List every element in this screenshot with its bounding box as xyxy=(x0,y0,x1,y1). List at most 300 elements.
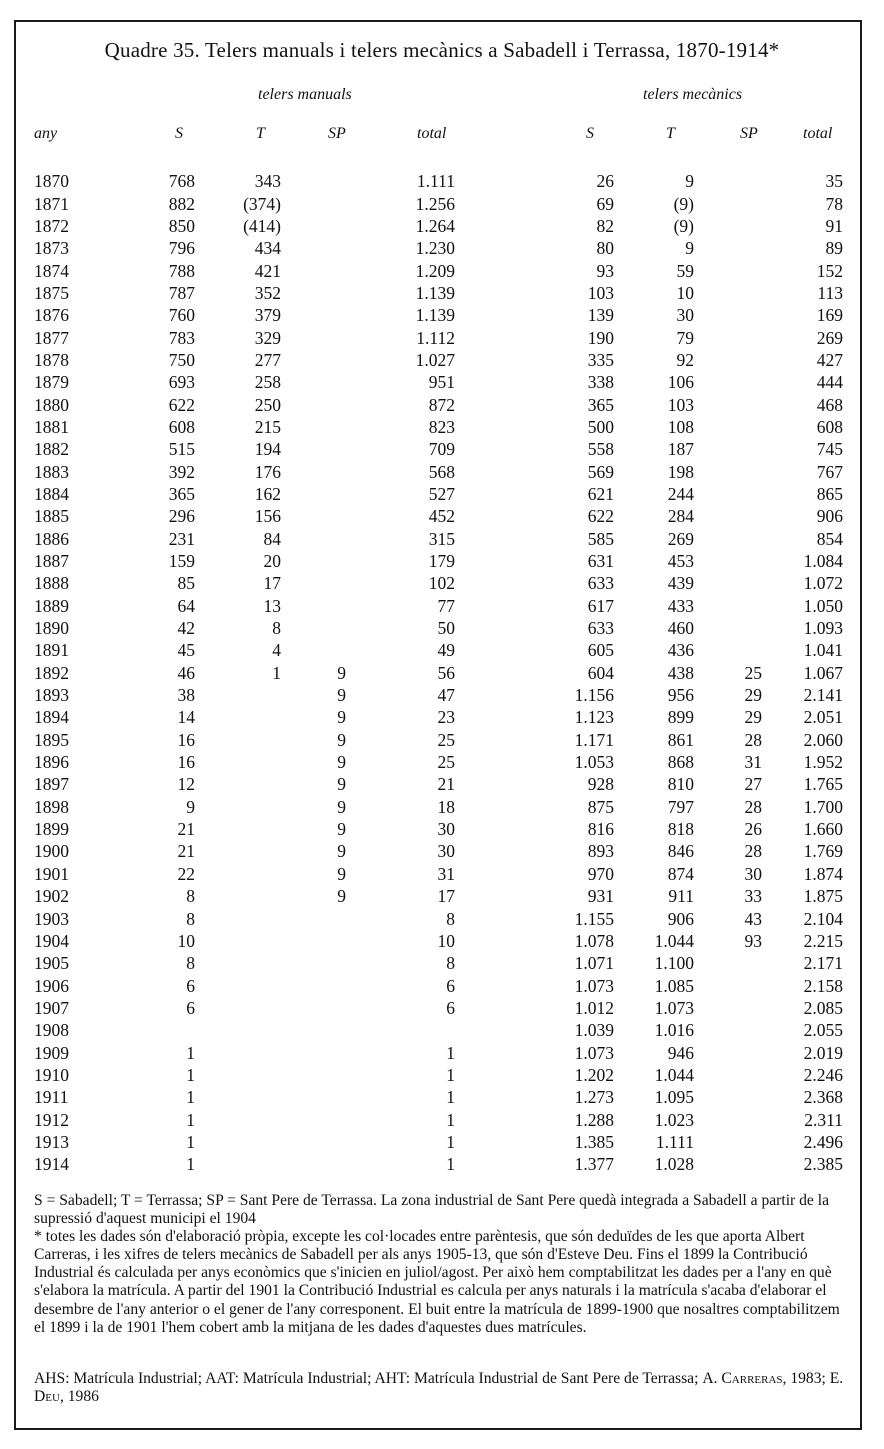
cell-sp-mech xyxy=(694,192,762,214)
col-header-t-manual: T xyxy=(256,125,265,142)
cell-any: 1897 xyxy=(34,774,69,795)
cell-s-mech: 26 xyxy=(596,171,614,192)
cell-sp-manual xyxy=(281,997,346,1019)
cell-t-mech: 460 xyxy=(667,618,694,639)
cell-sp-manual xyxy=(281,595,346,617)
cell-t-mech: 1.016 xyxy=(654,1020,694,1041)
col-header-s-manual: S xyxy=(175,125,183,142)
cell-s-manual: 760 xyxy=(168,305,195,326)
cell-sp-manual xyxy=(281,617,346,639)
cell-s-manual: 392 xyxy=(168,461,195,482)
table-row xyxy=(0,885,843,907)
cell-sp-manual xyxy=(281,528,346,550)
table-row xyxy=(0,416,843,438)
cell-t-mech: 436 xyxy=(667,640,694,661)
cell-sp-mech xyxy=(694,595,762,617)
table-row xyxy=(0,259,843,281)
cell-any: 1871 xyxy=(34,193,69,214)
cell-t-mech: 439 xyxy=(667,573,694,594)
cell-any: 1913 xyxy=(34,1131,69,1152)
cell-s-manual: 1 xyxy=(186,1087,195,1108)
col-header-any: any xyxy=(34,125,58,142)
cell-total-mech: 2.085 xyxy=(803,997,843,1018)
cell-s-manual: 8 xyxy=(186,886,195,907)
cell-sp-mech: 27 xyxy=(744,774,762,795)
table-row xyxy=(0,460,843,482)
cell-t-manual: 277 xyxy=(254,349,281,370)
cell-s-manual: 693 xyxy=(168,372,195,393)
cell-s-mech: 1.078 xyxy=(574,930,614,951)
cell-sp-mech xyxy=(694,1108,762,1130)
cell-sp-manual xyxy=(281,1131,346,1153)
cell-total-manual: 8 xyxy=(446,908,455,929)
cell-s-manual: 16 xyxy=(177,752,195,773)
table-row xyxy=(0,438,843,460)
cell-any: 1877 xyxy=(34,327,69,348)
cell-sp-mech xyxy=(694,1086,762,1108)
cell-sp-manual xyxy=(281,639,346,661)
table-row xyxy=(0,595,843,617)
cell-total-mech: 2.158 xyxy=(803,975,843,996)
cell-sp-mech: 30 xyxy=(744,863,762,884)
cell-t-manual: 215 xyxy=(254,416,281,437)
table-row xyxy=(0,1041,843,1063)
cell-sp-manual: 9 xyxy=(337,774,346,795)
cell-sp-manual: 9 xyxy=(337,752,346,773)
cell-total-mech: 767 xyxy=(816,461,843,482)
cell-any: 1911 xyxy=(34,1087,69,1108)
notes-block xyxy=(34,1192,854,1337)
cell-s-manual: 8 xyxy=(186,908,195,929)
table-row xyxy=(0,393,843,415)
cell-s-mech: 970 xyxy=(587,863,614,884)
table-row xyxy=(0,729,843,751)
cell-sp-mech xyxy=(694,304,762,326)
cell-total-mech: 91 xyxy=(825,215,843,236)
cell-s-manual: 768 xyxy=(168,171,195,192)
cell-t-mech: 818 xyxy=(667,819,694,840)
cell-s-mech: 633 xyxy=(587,573,614,594)
table-row xyxy=(0,170,843,192)
cell-total-manual: 1 xyxy=(446,1087,455,1108)
cell-sp-mech: 28 xyxy=(744,729,762,750)
col-header-s-mech: S xyxy=(586,125,594,142)
group-header-mechanical: telers mecànics xyxy=(643,86,743,103)
cell-s-mech: 621 xyxy=(587,483,614,504)
table-row xyxy=(0,326,843,348)
cell-t-mech: 106 xyxy=(667,372,694,393)
table-row xyxy=(0,639,843,661)
cell-total-mech: 2.051 xyxy=(803,707,843,728)
cell-total-mech: 468 xyxy=(816,394,843,415)
cell-total-mech: 2.215 xyxy=(803,930,843,951)
cell-t-mech: 946 xyxy=(667,1042,694,1063)
cell-sp-manual xyxy=(281,550,346,572)
cell-s-manual: 1 xyxy=(186,1064,195,1085)
cell-s-mech: 80 xyxy=(596,238,614,259)
cell-any: 1878 xyxy=(34,349,69,370)
cell-any: 1875 xyxy=(34,282,69,303)
cell-total-manual: 568 xyxy=(428,461,455,482)
cell-any: 1898 xyxy=(34,796,69,817)
table-row xyxy=(0,863,843,885)
cell-any: 1891 xyxy=(34,640,69,661)
cell-total-mech: 1.874 xyxy=(803,863,843,884)
cell-t-manual: 20 xyxy=(263,551,281,572)
cell-sp-mech xyxy=(694,952,762,974)
cell-s-mech: 93 xyxy=(596,260,614,281)
cell-s-manual: 796 xyxy=(168,238,195,259)
cell-t-mech: 9 xyxy=(685,171,694,192)
cell-total-mech: 113 xyxy=(817,282,843,303)
cell-total-manual: 315 xyxy=(428,528,455,549)
cell-s-mech: 604 xyxy=(587,662,614,683)
cell-s-mech: 1.156 xyxy=(574,685,614,706)
cell-sp-manual xyxy=(281,170,346,192)
cell-s-manual: 159 xyxy=(168,551,195,572)
cell-total-mech: 2.246 xyxy=(803,1064,843,1085)
cell-sp-manual xyxy=(281,1108,346,1130)
cell-total-manual: 1.209 xyxy=(415,260,455,281)
cell-t-manual: (414) xyxy=(243,215,281,236)
data-table xyxy=(0,170,843,1175)
cell-s-manual: 22 xyxy=(177,863,195,884)
cell-t-manual xyxy=(195,706,281,728)
cell-sp-manual xyxy=(281,393,346,415)
table-row xyxy=(0,617,843,639)
cell-total-mech: 1.067 xyxy=(803,662,843,683)
cell-total-mech: 2.311 xyxy=(804,1109,843,1130)
cell-s-mech: 365 xyxy=(587,394,614,415)
sources-year-deu: , 1986 xyxy=(59,1388,99,1406)
cell-s-mech: 1.385 xyxy=(574,1131,614,1152)
col-header-t-mech: T xyxy=(666,125,675,142)
table-title: Quadre 35. Telers manuals i telers mecànics a Sabadell i Terrassa, 1870-1914* xyxy=(104,38,780,62)
cell-s-mech: 1.273 xyxy=(574,1087,614,1108)
cell-total-manual: 452 xyxy=(428,506,455,527)
cell-t-mech: 1.085 xyxy=(654,975,694,996)
cell-t-manual: 352 xyxy=(254,282,281,303)
cell-t-mech: 1.044 xyxy=(654,1064,694,1085)
cell-total-manual: 1 xyxy=(446,1154,455,1175)
cell-s-mech: 1.012 xyxy=(574,997,614,1018)
table-row xyxy=(0,1064,843,1086)
cell-total-manual: 1.027 xyxy=(415,349,455,370)
cell-sp-mech xyxy=(694,974,762,996)
cell-sp-manual xyxy=(281,438,346,460)
cell-any: 1912 xyxy=(34,1109,69,1130)
cell-any: 1914 xyxy=(34,1154,69,1175)
cell-sp-manual xyxy=(281,259,346,281)
table-row xyxy=(0,528,843,550)
cell-any: 1900 xyxy=(34,841,69,862)
cell-t-mech: 59 xyxy=(676,260,694,281)
cell-s-mech: 931 xyxy=(587,886,614,907)
cell-s-manual: 850 xyxy=(168,215,195,236)
cell-t-manual xyxy=(195,863,281,885)
cell-t-manual xyxy=(195,974,281,996)
cell-t-manual: 176 xyxy=(254,461,281,482)
table-row xyxy=(0,997,843,1019)
table-row xyxy=(0,215,843,237)
cell-total-mech: 1.041 xyxy=(803,640,843,661)
cell-sp-manual xyxy=(281,505,346,527)
cell-total-mech: 427 xyxy=(816,349,843,370)
cell-total-mech: 865 xyxy=(816,483,843,504)
cell-total-manual: 1 xyxy=(446,1042,455,1063)
group-header-manual: telers manuals xyxy=(258,86,352,103)
table-row xyxy=(0,662,843,684)
cell-total-manual: 951 xyxy=(428,372,455,393)
cell-t-mech: 9 xyxy=(685,238,694,259)
cell-total-mech: 1.700 xyxy=(803,796,843,817)
cell-t-mech: 187 xyxy=(667,439,694,460)
cell-total-mech: 2.385 xyxy=(803,1154,843,1175)
cell-t-mech: 284 xyxy=(667,506,694,527)
cell-sp-mech xyxy=(694,237,762,259)
cell-sp-manual: 9 xyxy=(337,707,346,728)
cell-sp-manual: 9 xyxy=(337,685,346,706)
cell-any: 1882 xyxy=(34,439,69,460)
cell-total-mech: 1.769 xyxy=(803,841,843,862)
cell-sp-mech xyxy=(694,259,762,281)
cell-any: 1908 xyxy=(34,1020,69,1041)
table-row xyxy=(0,818,843,840)
cell-t-mech: 198 xyxy=(667,461,694,482)
cell-sp-manual xyxy=(281,237,346,259)
cell-total-manual: 49 xyxy=(437,640,455,661)
cell-t-manual: 84 xyxy=(263,528,281,549)
sources-year-carreras: , 1983; xyxy=(782,1370,830,1387)
table-row xyxy=(0,1019,843,1041)
cell-sp-mech: 29 xyxy=(744,707,762,728)
table-row xyxy=(0,371,843,393)
cell-total-mech: 78 xyxy=(825,193,843,214)
cell-s-mech: 569 xyxy=(587,461,614,482)
cell-total-mech: 2.060 xyxy=(803,729,843,750)
table-row xyxy=(0,840,843,862)
cell-s-mech: 139 xyxy=(587,305,614,326)
cell-sp-manual: 9 xyxy=(337,886,346,907)
cell-t-mech: 453 xyxy=(667,551,694,572)
cell-any: 1889 xyxy=(34,595,69,616)
cell-total-manual: 50 xyxy=(437,618,455,639)
cell-s-mech: 585 xyxy=(587,528,614,549)
cell-s-manual: 231 xyxy=(168,528,195,549)
cell-t-manual xyxy=(195,729,281,751)
cell-t-manual xyxy=(195,1064,281,1086)
cell-total-manual: 23 xyxy=(437,707,455,728)
cell-s-mech: 622 xyxy=(587,506,614,527)
cell-s-mech: 1.377 xyxy=(574,1154,614,1175)
cell-t-mech: 79 xyxy=(676,327,694,348)
cell-t-mech: 438 xyxy=(667,662,694,683)
cell-any: 1892 xyxy=(34,662,69,683)
cell-total-mech: 89 xyxy=(825,238,843,259)
cell-s-manual: 16 xyxy=(177,729,195,750)
cell-total-manual: 1.256 xyxy=(415,193,455,214)
cell-s-manual: 10 xyxy=(177,930,195,951)
cell-total-manual: 8 xyxy=(446,953,455,974)
table-row xyxy=(0,684,843,706)
cell-any: 1890 xyxy=(34,618,69,639)
cell-s-mech: 875 xyxy=(587,796,614,817)
cell-t-manual xyxy=(195,751,281,773)
cell-sp-mech xyxy=(694,349,762,371)
cell-t-mech: 1.044 xyxy=(654,930,694,951)
cell-any: 1895 xyxy=(34,729,69,750)
cell-s-manual: 6 xyxy=(186,975,195,996)
cell-total-mech: 1.050 xyxy=(803,595,843,616)
cell-total-mech: 269 xyxy=(816,327,843,348)
cell-any: 1886 xyxy=(34,528,69,549)
cell-sp-mech xyxy=(694,483,762,505)
cell-total-mech: 2.171 xyxy=(803,953,843,974)
cell-total-mech: 152 xyxy=(816,260,843,281)
cell-sp-mech xyxy=(694,528,762,550)
table-row xyxy=(0,706,843,728)
table-row xyxy=(0,907,843,929)
cell-sp-manual xyxy=(281,930,346,952)
cell-any: 1907 xyxy=(34,997,69,1018)
table-body xyxy=(0,170,843,1175)
cell-t-mech: 269 xyxy=(667,528,694,549)
table-row xyxy=(0,505,843,527)
cell-total-manual: 709 xyxy=(428,439,455,460)
cell-s-manual: 882 xyxy=(168,193,195,214)
cell-sp-manual xyxy=(281,1019,346,1041)
cell-sp-mech xyxy=(694,505,762,527)
cell-t-manual: 434 xyxy=(254,238,281,259)
cell-s-manual: 85 xyxy=(177,573,195,594)
cell-t-mech: 1.095 xyxy=(654,1087,694,1108)
cell-t-manual xyxy=(195,907,281,929)
cell-t-mech: 874 xyxy=(667,863,694,884)
sources-block xyxy=(34,1370,854,1406)
cell-s-mech: 69 xyxy=(596,193,614,214)
cell-total-manual: 1.139 xyxy=(415,282,455,303)
cell-s-manual: 12 xyxy=(177,774,195,795)
sources-archives: AHS: Matrícula Industrial; AAT: Matrícula Industrial; AHT: Matrícula Industrial de Sant Pere de Terrassa; xyxy=(34,1370,699,1387)
cell-total-mech: 2.368 xyxy=(803,1087,843,1108)
cell-total-manual: 1 xyxy=(446,1109,455,1130)
cell-total-manual xyxy=(346,1019,455,1041)
cell-total-manual: 1.230 xyxy=(415,238,455,259)
cell-s-manual: 9 xyxy=(186,796,195,817)
cell-t-manual: 329 xyxy=(254,327,281,348)
cell-s-manual: 783 xyxy=(168,327,195,348)
cell-s-manual: 1 xyxy=(186,1042,195,1063)
cell-total-manual: 21 xyxy=(437,774,455,795)
cell-t-manual xyxy=(195,773,281,795)
table-row xyxy=(0,1131,843,1153)
cell-s-mech: 1.171 xyxy=(574,729,614,750)
table-row xyxy=(0,237,843,259)
cell-total-manual: 47 xyxy=(437,685,455,706)
table-row xyxy=(0,751,843,773)
cell-sp-mech xyxy=(694,572,762,594)
table-row xyxy=(0,483,843,505)
cell-t-manual: 4 xyxy=(272,640,281,661)
cell-s-manual xyxy=(69,1019,195,1041)
cell-sp-mech xyxy=(694,371,762,393)
col-header-sp-manual: SP xyxy=(328,125,346,142)
cell-total-manual: 102 xyxy=(428,573,455,594)
cell-s-mech: 633 xyxy=(587,618,614,639)
cell-total-mech: 1.952 xyxy=(803,752,843,773)
cell-total-mech: 1.084 xyxy=(803,551,843,572)
cell-s-manual: 515 xyxy=(168,439,195,460)
cell-sp-manual: 9 xyxy=(337,819,346,840)
cell-total-mech: 2.019 xyxy=(803,1042,843,1063)
cell-t-manual xyxy=(195,684,281,706)
cell-s-mech: 1.202 xyxy=(574,1064,614,1085)
cell-total-manual: 30 xyxy=(437,819,455,840)
cell-t-manual: 379 xyxy=(254,305,281,326)
cell-sp-mech xyxy=(694,550,762,572)
cell-s-mech: 1.123 xyxy=(574,707,614,728)
cell-any: 1909 xyxy=(34,1042,69,1063)
cell-sp-manual xyxy=(281,974,346,996)
cell-sp-mech xyxy=(694,170,762,192)
cell-s-manual: 365 xyxy=(168,483,195,504)
cell-sp-manual xyxy=(281,572,346,594)
cell-s-manual: 1 xyxy=(186,1154,195,1175)
cell-sp-mech xyxy=(694,393,762,415)
cell-total-manual: 30 xyxy=(437,841,455,862)
cell-any: 1904 xyxy=(34,930,69,951)
table-row xyxy=(0,1086,843,1108)
cell-s-manual: 14 xyxy=(177,707,195,728)
table-row xyxy=(0,349,843,371)
cell-t-mech: 103 xyxy=(667,394,694,415)
col-header-sp-mech: SP xyxy=(740,125,758,142)
table-row xyxy=(0,1153,843,1175)
cell-total-manual: 527 xyxy=(428,483,455,504)
cell-s-manual: 608 xyxy=(168,416,195,437)
cell-t-manual: 13 xyxy=(263,595,281,616)
cell-s-mech: 1.039 xyxy=(574,1020,614,1041)
cell-s-mech: 500 xyxy=(587,416,614,437)
cell-total-manual: 25 xyxy=(437,729,455,750)
cell-t-manual xyxy=(195,1086,281,1108)
cell-total-mech: 2.141 xyxy=(803,685,843,706)
cell-total-manual: 18 xyxy=(437,796,455,817)
cell-total-mech: 2.496 xyxy=(803,1131,843,1152)
table-row xyxy=(0,773,843,795)
cell-any: 1870 xyxy=(34,171,69,192)
cell-t-mech: 1.100 xyxy=(654,953,694,974)
cell-s-mech: 605 xyxy=(587,640,614,661)
table-row xyxy=(0,550,843,572)
cell-t-mech: 956 xyxy=(667,685,694,706)
cell-total-mech: 1.072 xyxy=(803,573,843,594)
cell-total-manual: 179 xyxy=(428,551,455,572)
cell-s-mech: 335 xyxy=(587,349,614,370)
col-header-total-mech: total xyxy=(803,125,833,142)
cell-any: 1910 xyxy=(34,1064,69,1085)
cell-s-manual: 622 xyxy=(168,394,195,415)
cell-s-mech: 1.073 xyxy=(574,1042,614,1063)
cell-total-mech: 1.660 xyxy=(803,819,843,840)
cell-any: 1883 xyxy=(34,461,69,482)
table-row xyxy=(0,952,843,974)
cell-sp-mech xyxy=(694,639,762,661)
cell-sp-mech xyxy=(694,215,762,237)
cell-sp-mech xyxy=(694,1131,762,1153)
sources-author-deu: E. Deu xyxy=(34,1370,844,1406)
table-row xyxy=(0,1108,843,1130)
